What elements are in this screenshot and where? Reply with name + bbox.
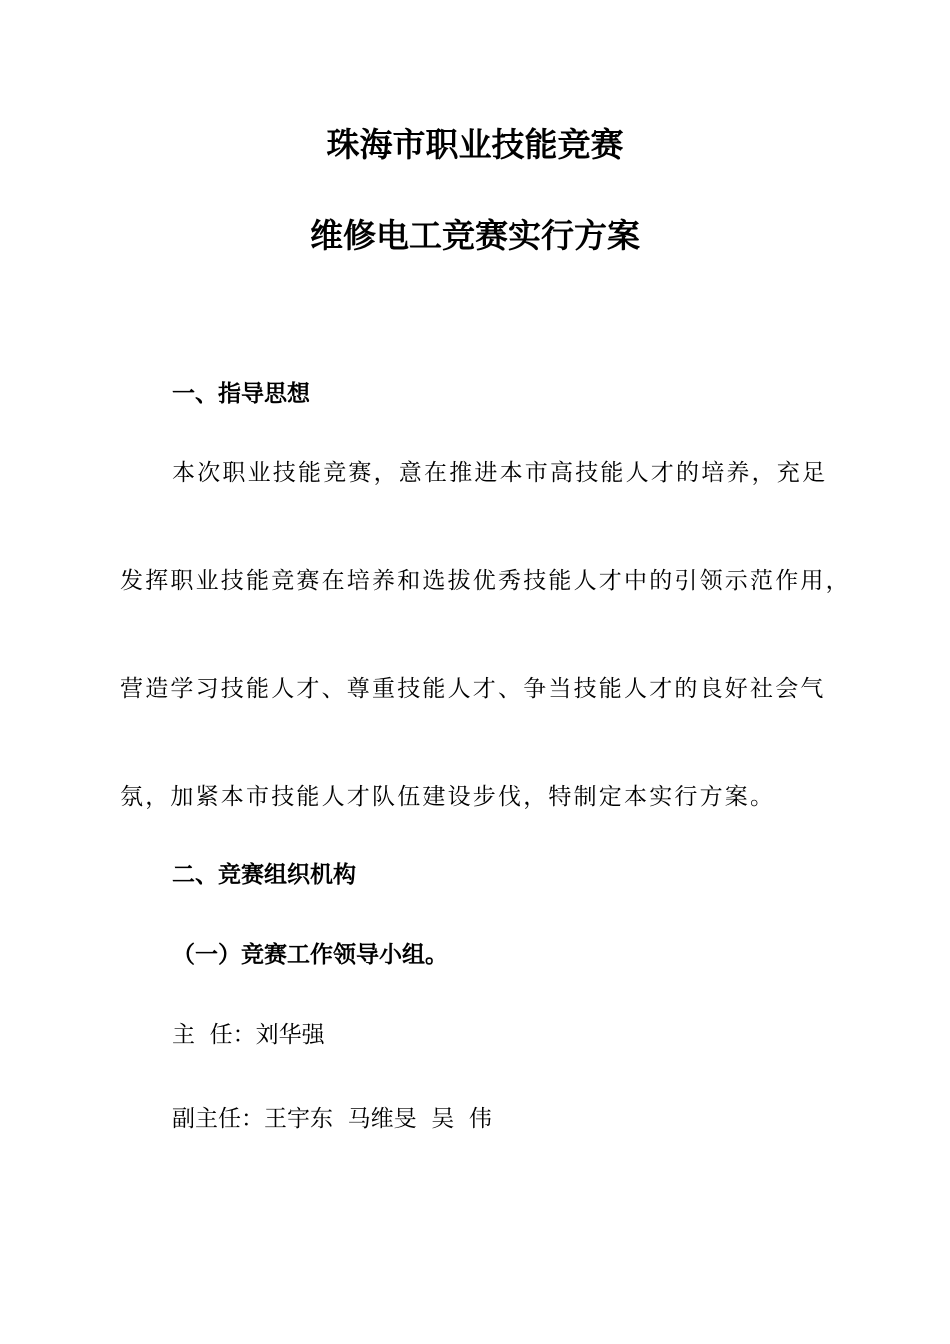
section-heading-guiding-ideology: 一、指导思想	[172, 381, 310, 407]
director-line: 主 任：刘华强	[172, 1022, 325, 1048]
section-heading-organization: 二、竞赛组织机构	[172, 862, 356, 888]
document-title-line-1: 珠海市职业技能竞赛	[326, 125, 624, 164]
paragraph-line-4: 氛，加紧本市技能人才队伍建设步伐，特制定本实行方案。	[120, 784, 776, 810]
document-title-line-2: 维修电工竞赛实行方案	[310, 216, 640, 255]
paragraph-line-1: 本次职业技能竞赛，意在推进本市高技能人才的培养，充足	[172, 460, 828, 486]
subsection-heading-leadership-group: （一）竞赛工作领导小组。	[172, 942, 448, 968]
paragraph-line-3: 营造学习技能人才、尊重技能人才、争当技能人才的良好社会气	[120, 676, 826, 702]
paragraph-line-2: 发挥职业技能竞赛在培养和选拔优秀技能人才中的引领示范作用，	[120, 568, 851, 594]
deputy-director-line: 副主任：王宇东 马维旻 吴 伟	[172, 1106, 492, 1132]
